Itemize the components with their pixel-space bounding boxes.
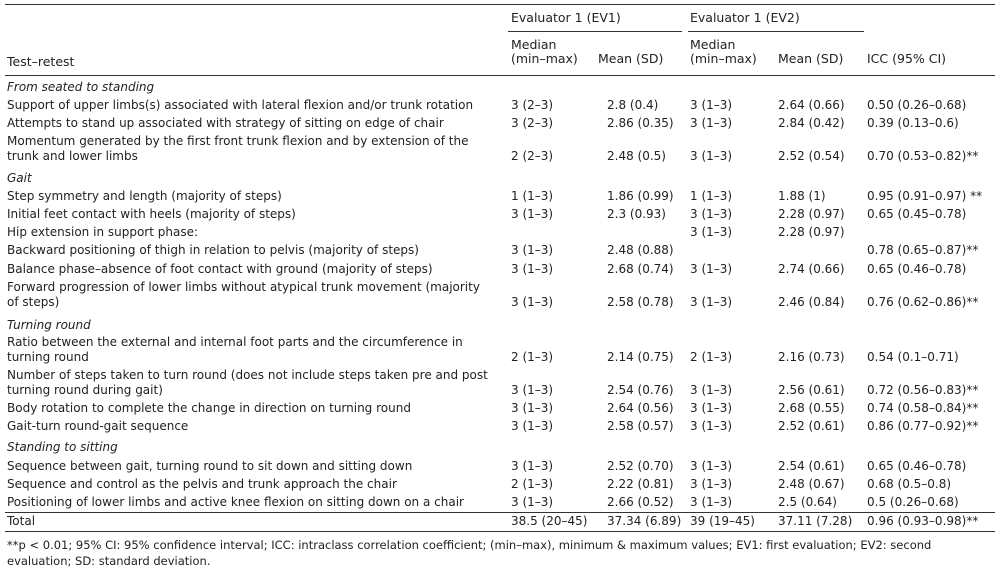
cell-ev1-mean: 2.14 (0.75) [607, 350, 674, 364]
row-label: turning round during gait) [7, 383, 163, 397]
cell-ev1-median: 3 (1–3) [511, 383, 554, 397]
cell-ev1-median: 3 (1–3) [511, 401, 554, 415]
cell-ev1-median: 3 (1–3) [511, 459, 554, 473]
cell-ev1-median: 3 (1–3) [511, 295, 554, 309]
col-header-ev1-minmax: (min–max) [511, 51, 578, 66]
row-label: Momentum generated by the first front trunk flexion and by extension of the [7, 134, 469, 148]
cell-ev2-median: 3 (1–3) [690, 495, 733, 509]
row-label: turning round [7, 350, 89, 364]
cell-ev2-median: 3 (1–3) [690, 401, 733, 415]
total-rule [5, 512, 995, 513]
group-header-ev2: Evaluator 1 (EV2) [690, 10, 800, 25]
cell-ev1-mean: 2.8 (0.4) [607, 98, 659, 112]
group2-underline [688, 31, 864, 32]
cell-ev1-median: 2 (1–3) [511, 477, 554, 491]
cell-icc: 0.5 (0.26–0.68) [867, 495, 959, 509]
col-header-ev1-mean: Mean (SD) [598, 51, 664, 66]
cell-ev2-mean: 1.88 (1) [778, 189, 826, 203]
col-header-ev1-median: Median [511, 37, 557, 52]
cell-ev2-median: 2 (1–3) [690, 350, 733, 364]
cell-icc: 0.54 (0.1–0.71) [867, 350, 959, 364]
cell-ev2-mean: 2.28 (0.97) [778, 225, 845, 239]
cell-icc: 0.96 (0.93–0.98)** [867, 514, 979, 528]
cell-ev2-mean: 2.64 (0.66) [778, 98, 845, 112]
cell-ev2-median: 3 (1–3) [690, 262, 733, 276]
row-label: Number of steps taken to turn round (does not include steps taken pre and post [7, 368, 488, 382]
cell-icc: 0.78 (0.65–0.87)** [867, 243, 979, 257]
cell-ev1-mean: 2.64 (0.56) [607, 401, 674, 415]
cell-ev1-median: 3 (1–3) [511, 262, 554, 276]
cell-icc: 0.72 (0.56–0.83)** [867, 383, 979, 397]
cell-ev2-median: 3 (1–3) [690, 383, 733, 397]
row-label: Body rotation to complete the change in direction on turning round [7, 401, 411, 415]
cell-ev2-mean: 2.52 (0.54) [778, 149, 845, 163]
row-label: Sequence between gait, turning round to sit down and sitting down [7, 459, 413, 473]
cell-ev1-mean: 2.48 (0.5) [607, 149, 666, 163]
row-label: Support of upper limbs(s) associated with lateral flexion and/or trunk rotation [7, 98, 474, 112]
table-bottom-rule [5, 531, 995, 532]
cell-icc: 0.68 (0.5–0.8) [867, 477, 952, 491]
cell-ev1-median: 38.5 (20–45) [511, 514, 588, 528]
table-top-rule [5, 4, 995, 5]
cell-ev1-median: 3 (1–3) [511, 419, 554, 433]
cell-ev1-mean: 2.54 (0.76) [607, 383, 674, 397]
row-label-total: Total [7, 514, 36, 528]
row-label: of steps) [7, 295, 60, 309]
cell-ev1-median: 3 (1–3) [511, 243, 554, 257]
cell-ev2-median: 3 (1–3) [690, 207, 733, 221]
row-label: Forward progression of lower limbs without atypical trunk movement (majority [7, 280, 480, 294]
cell-ev1-mean: 2.68 (0.74) [607, 262, 674, 276]
row-label: Gait-turn round-gait sequence [7, 419, 189, 433]
col-header-ev2-minmax: (min–max) [690, 51, 757, 66]
cell-ev2-median: 3 (1–3) [690, 295, 733, 309]
cell-ev1-mean: 1.86 (0.99) [607, 189, 674, 203]
header-bottom-rule [5, 75, 995, 76]
cell-ev1-mean: 37.34 (6.89) [607, 514, 682, 528]
cell-icc: 0.65 (0.46–0.78) [867, 459, 967, 473]
row-label: Sequence and control as the pelvis and trunk approach the chair [7, 477, 397, 491]
cell-ev1-mean: 2.48 (0.88) [607, 243, 674, 257]
cell-ev2-mean: 2.16 (0.73) [778, 350, 845, 364]
cell-ev1-median: 3 (1–3) [511, 207, 554, 221]
section-heading: Standing to sitting [7, 440, 118, 454]
cell-icc: 0.74 (0.58–0.84)** [867, 401, 979, 415]
section-heading: Gait [7, 171, 32, 185]
col-header-ev2-median: Median [690, 37, 736, 52]
row-label: Attempts to stand up associated with strategy of sitting on edge of chair [7, 116, 444, 130]
cell-icc: 0.65 (0.46–0.78) [867, 262, 967, 276]
cell-ev2-median: 3 (1–3) [690, 459, 733, 473]
col-header-icc: ICC (95% CI) [867, 51, 947, 66]
group-header-ev1: Evaluator 1 (EV1) [511, 10, 621, 25]
group1-underline [508, 31, 682, 32]
cell-icc: 0.76 (0.62–0.86)** [867, 295, 979, 309]
row-label: Step symmetry and length (majority of steps) [7, 189, 282, 203]
cell-ev2-mean: 2.68 (0.55) [778, 401, 845, 415]
cell-ev1-median: 3 (2–3) [511, 116, 554, 130]
cell-ev2-mean: 2.46 (0.84) [778, 295, 845, 309]
cell-ev1-median: 2 (2–3) [511, 149, 554, 163]
cell-ev1-mean: 2.52 (0.70) [607, 459, 674, 473]
cell-ev2-mean: 2.48 (0.67) [778, 477, 845, 491]
row-label: trunk and lower limbs [7, 149, 138, 163]
cell-ev2-mean: 2.56 (0.61) [778, 383, 845, 397]
cell-ev1-median: 3 (2–3) [511, 98, 554, 112]
cell-icc: 0.50 (0.26–0.68) [867, 98, 967, 112]
cell-ev2-mean: 37.11 (7.28) [778, 514, 853, 528]
cell-icc: 0.65 (0.45–0.78) [867, 207, 967, 221]
cell-icc: 0.70 (0.53–0.82)** [867, 149, 979, 163]
col-header-test-retest: Test–retest [7, 54, 75, 69]
cell-icc: 0.86 (0.77–0.92)** [867, 419, 979, 433]
row-label: Positioning of lower limbs and active knee flexion on sitting down on a chair [7, 495, 464, 509]
section-heading: Turning round [7, 318, 91, 332]
cell-ev2-median: 3 (1–3) [690, 419, 733, 433]
row-label: Balance phase–absence of foot contact with ground (majority of steps) [7, 262, 433, 276]
cell-ev1-mean: 2.58 (0.57) [607, 419, 674, 433]
section-heading: From seated to standing [7, 80, 155, 94]
cell-icc: 0.39 (0.13–0.6) [867, 116, 959, 130]
cell-ev2-median: 39 (19–45) [690, 514, 755, 528]
cell-ev1-mean: 2.22 (0.81) [607, 477, 674, 491]
cell-ev2-median: 3 (1–3) [690, 98, 733, 112]
row-label: Hip extension in support phase: [7, 225, 198, 239]
cell-ev2-mean: 2.54 (0.61) [778, 459, 845, 473]
cell-ev1-mean: 2.3 (0.93) [607, 207, 666, 221]
cell-ev2-median: 3 (1–3) [690, 116, 733, 130]
cell-icc: 0.95 (0.91–0.97) ** [867, 189, 983, 203]
col-header-ev2-mean: Mean (SD) [778, 51, 844, 66]
cell-ev2-mean: 2.28 (0.97) [778, 207, 845, 221]
cell-ev2-median: 3 (1–3) [690, 149, 733, 163]
row-label: Backward positioning of thigh in relation to pelvis (majority of steps) [7, 243, 419, 257]
cell-ev2-mean: 2.52 (0.61) [778, 419, 845, 433]
row-label: Ratio between the external and internal foot parts and the circumference in [7, 335, 463, 349]
cell-ev1-median: 1 (1–3) [511, 189, 554, 203]
row-label: Initial feet contact with heels (majority of steps) [7, 207, 296, 221]
cell-ev2-median: 3 (1–3) [690, 225, 733, 239]
cell-ev2-median: 3 (1–3) [690, 477, 733, 491]
cell-ev2-mean: 2.84 (0.42) [778, 116, 845, 130]
cell-ev1-median: 2 (1–3) [511, 350, 554, 364]
cell-ev2-median: 1 (1–3) [690, 189, 733, 203]
cell-ev1-mean: 2.66 (0.52) [607, 495, 674, 509]
cell-ev2-mean: 2.5 (0.64) [778, 495, 837, 509]
cell-ev2-mean: 2.74 (0.66) [778, 262, 845, 276]
cell-ev1-mean: 2.58 (0.78) [607, 295, 674, 309]
cell-ev1-mean: 2.86 (0.35) [607, 116, 674, 130]
cell-ev1-median: 3 (1–3) [511, 495, 554, 509]
footnote: **p < 0.01; 95% CI: 95% confidence interval; ICC: intraclass correlation coefficient; (min–max), minimum & maximum values; EV1: first evaluation; EV2: second evaluation; SD: standard deviation. [7, 538, 932, 568]
